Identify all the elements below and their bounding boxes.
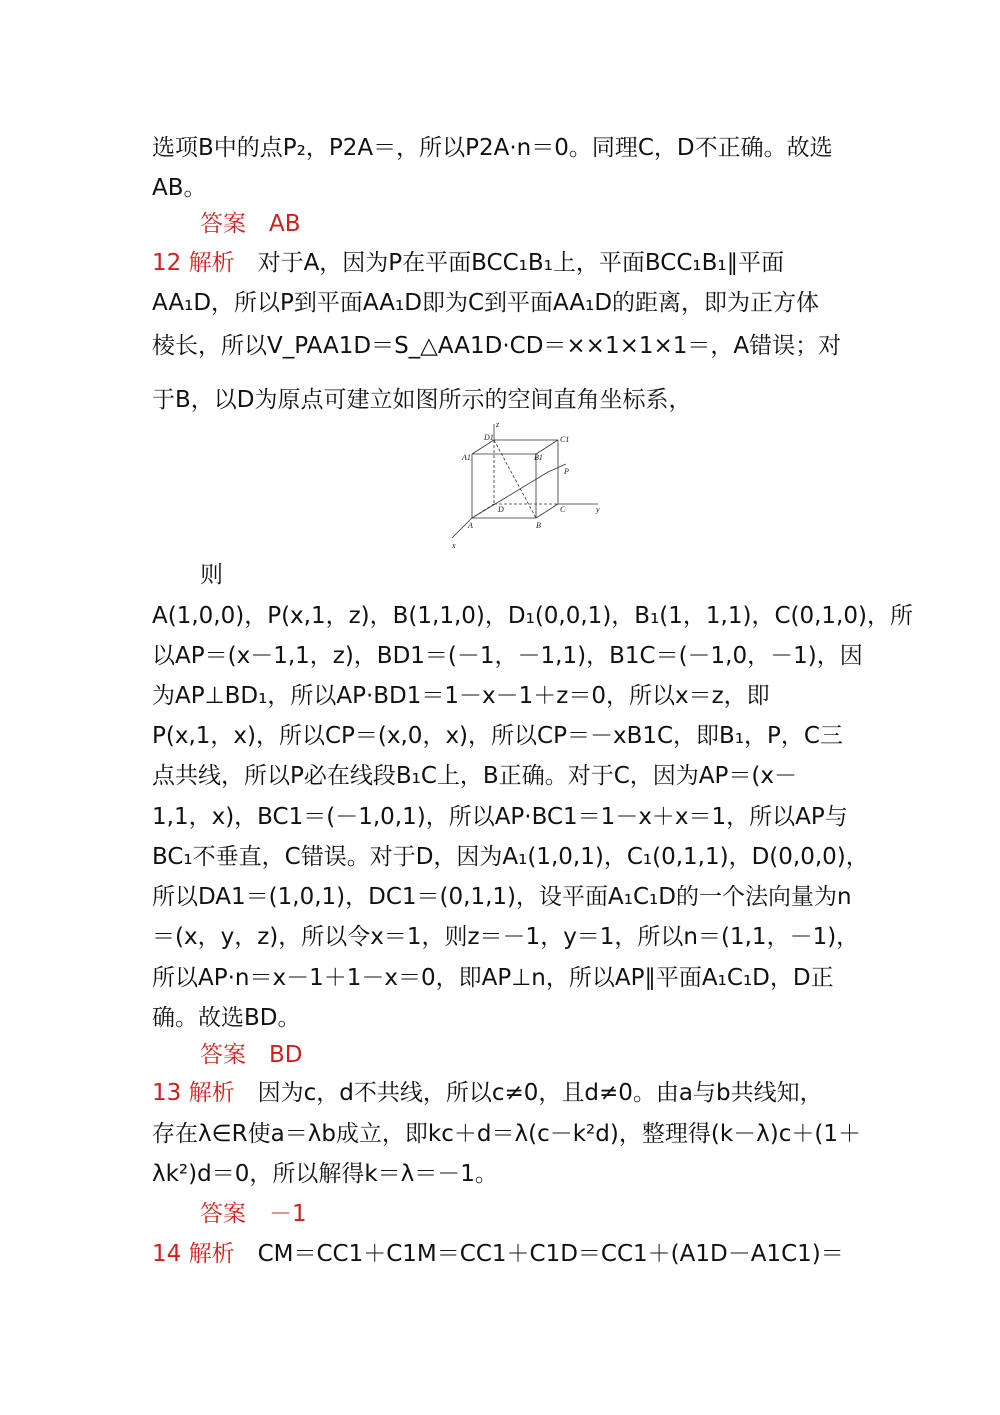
solution-label: 12 解析 — [152, 250, 235, 276]
solution-12-line-11: 1,1，x)，BC1＝(－1,0,1)，所以AP·BC1＝1－x＋x＝1，所以AP与 — [152, 804, 848, 830]
cube-coordinate-figure — [448, 420, 604, 552]
solution-12-line-4: 于B，以D为原点可建立如图所示的空间直角坐标系， — [152, 387, 692, 413]
solution-12-line-9: P(x,1，x)，所以CP＝(x,0，x)，所以CP＝－xB1C，即B₁，P，C三 — [152, 723, 843, 749]
label-C1: C1 — [560, 435, 570, 444]
solution-12-line-3: 棱长，所以V_PAA1D＝S_△AA1D·CD＝××1×1×1＝，A错误；对 — [152, 333, 842, 359]
axis-label-y: y — [596, 505, 600, 514]
answer-13: 答案 －1 — [200, 1201, 307, 1227]
label-D: D — [498, 505, 504, 514]
answer-11: 答案 AB — [200, 211, 301, 237]
solution-12-line-14: ＝(x，y，z)，所以令x＝1，则z＝－1，y＝1，所以n＝(1,1，－1)， — [152, 924, 860, 950]
solution-13-line-1: 13 解析 因为c，d不共线，所以c≠0，且d≠0。由a与b共线知， — [152, 1080, 823, 1106]
solution-label: 13 解析 — [152, 1080, 235, 1106]
text-line-2: AB。 — [152, 175, 207, 201]
solution-12-line-15: 所以AP·n＝x－1＋1－x＝0，即AP⊥n，所以AP∥平面A₁C₁D，D正 — [152, 965, 834, 991]
solution-12-line-10: 点共线，所以P必在线段B₁C上，B正确。对于C，因为AP＝(x－ — [152, 763, 797, 789]
text-line-1: 选项B中的点P₂，P2A＝，所以P2A·n＝0。同理C，D不正确。故选 — [152, 135, 833, 161]
solution-12-line-7: 以AP＝(x－1,1，z)，BD1＝(－1，－1,1)，B1C＝(－1,0，－1)，因 — [152, 643, 863, 669]
solution-12-line-2: AA₁D，所以P到平面AA₁D即为C到平面AA₁D的距离，即为正方体 — [152, 290, 820, 316]
solution-12-then: 则 — [200, 562, 223, 588]
label-C: C — [560, 505, 566, 514]
solution-14-line-1: 14 解析 CM＝CC1＋C1M＝CC1＋C1D＝CC1＋(A1D－A1C1)＝ — [152, 1241, 844, 1267]
solution-label: 14 解析 — [152, 1241, 235, 1267]
label-P: P — [564, 467, 569, 476]
solution-13-line-3: λk²)d＝0，所以解得k＝λ＝－1。 — [152, 1161, 498, 1187]
label-B: B — [536, 521, 541, 530]
solution-12-line-16: 确。故选BD。 — [152, 1005, 301, 1031]
label-A1: A1 — [462, 453, 471, 462]
solution-12-line-8: 为AP⊥BD₁，所以AP·BD1＝1－x－1＋z＝0，所以x＝z，即 — [152, 683, 770, 709]
cube-diagram — [448, 420, 604, 552]
axis-label-z: z — [496, 420, 500, 429]
label-B1: B1 — [534, 453, 543, 462]
label-D1: D1 — [484, 433, 494, 442]
axis-label-x: x — [452, 541, 456, 550]
solution-12-line-1: 12 解析 对于A，因为P在平面BCC₁B₁上，平面BCC₁B₁∥平面 — [152, 250, 785, 276]
solution-12-line-12: BC₁不垂直，C错误。对于D，因为A₁(1,0,1)，C₁(0,1,1)，D(0,0,0)， — [152, 844, 869, 870]
label-A: A — [468, 521, 473, 530]
solution-12-line-6: A(1,0,0)，P(x,1，z)，B(1,1,0)，D₁(0,0,1)，B₁(1，1,1)，C(0,1,0)，所 — [152, 603, 913, 629]
solution-13-line-2: 存在λ∈R使a＝λb成立，即kc＋d＝λ(c－k²d)，整理得(k－λ)c＋(1＋ — [152, 1121, 861, 1147]
solution-12-line-13: 所以DA1＝(1,0,1)，DC1＝(0,1,1)，设平面A₁C₁D的一个法向量为n — [152, 884, 852, 910]
answer-12: 答案 BD — [200, 1042, 303, 1068]
